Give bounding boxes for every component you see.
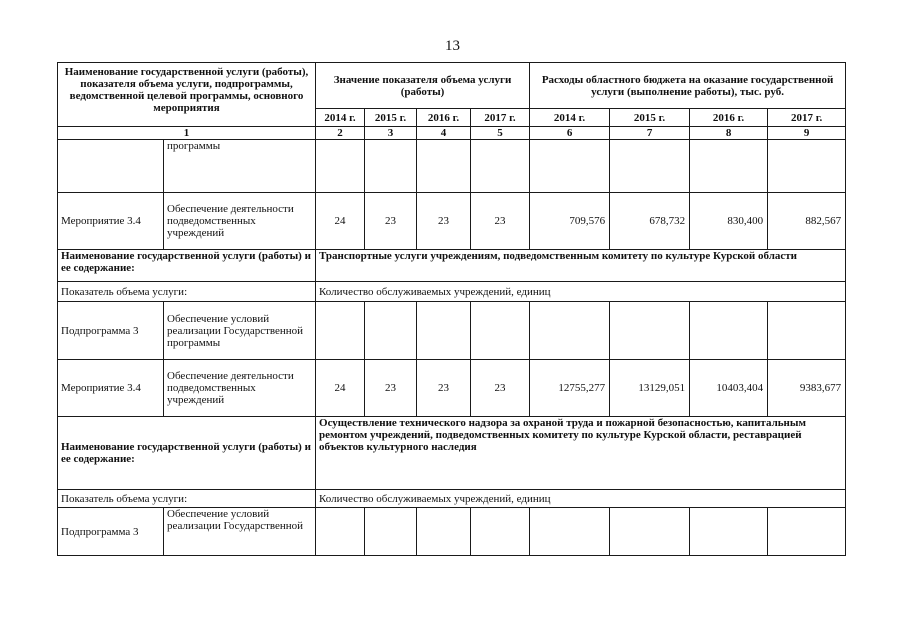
header-year-volume: 2015 г.	[365, 109, 417, 127]
row-name: Подпрограмма 3	[58, 508, 164, 556]
column-number: 9	[768, 127, 846, 140]
table-row	[58, 193, 846, 250]
column-number: 7	[610, 127, 690, 140]
header-expenses-group: Расходы областного бюджета на оказание государственной услуги (выполнение работы), тыс. руб.	[530, 63, 846, 109]
row-name: Мероприятие 3.4	[58, 193, 164, 250]
volume-value: 24	[316, 193, 365, 250]
column-number: 8	[690, 127, 768, 140]
service-row	[58, 417, 846, 490]
row-description: Обеспечение деятельности подведомственных учреждений	[164, 193, 316, 250]
expense-value: 9383,677	[768, 360, 846, 417]
table-row	[58, 360, 846, 417]
expense-value: 12755,277	[530, 360, 610, 417]
expense-value: 678,732	[610, 193, 690, 250]
expense-value: 709,576	[530, 193, 610, 250]
indicator-row	[58, 490, 846, 508]
expense-value: 13129,051	[610, 360, 690, 417]
column-number: 5	[471, 127, 530, 140]
table-row	[58, 140, 846, 193]
volume-value: 23	[471, 193, 530, 250]
volume-value: 23	[417, 193, 471, 250]
service-value: Осуществление технического надзора за охраной труда и пожарной безопасностью, капитальным ремонтом учреждений, подведомственных комитету по культуре Курской области, реставрацией объектов культурного наследия	[316, 417, 846, 490]
header-year-volume: 2017 г.	[471, 109, 530, 127]
volume-value: 23	[471, 360, 530, 417]
page-number: 13	[445, 38, 460, 54]
budget-table	[57, 62, 846, 556]
indicator-value: Количество обслуживаемых учреждений, единиц	[316, 282, 846, 302]
volume-value: 23	[365, 193, 417, 250]
service-value: Транспортные услуги учреждениям, подведомственным комитету по культуре Курской области	[316, 250, 846, 282]
volume-value: 24	[316, 360, 365, 417]
indicator-label: Показатель объема услуги:	[58, 490, 316, 508]
row-name: Подпрограмма 3	[58, 302, 164, 360]
column-number: 1	[58, 127, 316, 140]
header-year-expenses: 2016 г.	[690, 109, 768, 127]
row-description: Обеспечение деятельности подведомственных учреждений	[164, 360, 316, 417]
header-year-expenses: 2014 г.	[530, 109, 610, 127]
header-year-expenses: 2015 г.	[610, 109, 690, 127]
volume-value: 23	[417, 360, 471, 417]
service-label: Наименование государственной услуги (работы) и ее содержание:	[58, 417, 316, 490]
row-description: Обеспечение условий реализации Государственной	[164, 508, 316, 556]
indicator-value: Количество обслуживаемых учреждений, единиц	[316, 490, 846, 508]
column-number: 4	[417, 127, 471, 140]
expense-value: 882,567	[768, 193, 846, 250]
row-description: Обеспечение условий реализации Государственной программы	[164, 302, 316, 360]
table-row	[58, 508, 846, 556]
indicator-row	[58, 282, 846, 302]
table-row	[58, 302, 846, 360]
expense-value: 10403,404	[690, 360, 768, 417]
column-number: 3	[365, 127, 417, 140]
indicator-label: Показатель объема услуги:	[58, 282, 316, 302]
column-number: 6	[530, 127, 610, 140]
header-year-expenses: 2017 г.	[768, 109, 846, 127]
row-name: Мероприятие 3.4	[58, 360, 164, 417]
header-name-column: Наименование государственной услуги (работы), показателя объема услуги, подпрограммы, ведомственной целевой программы, основного мероприятия	[58, 63, 316, 127]
service-label: Наименование государственной услуги (работы) и ее содержание:	[58, 250, 316, 282]
column-number: 2	[316, 127, 365, 140]
row-description: программы	[164, 140, 316, 193]
expense-value: 830,400	[690, 193, 768, 250]
row-name-cell	[58, 140, 164, 193]
header-year-volume: 2014 г.	[316, 109, 365, 127]
volume-value: 23	[365, 360, 417, 417]
header-volume-group: Значение показателя объема услуги (работы)	[316, 63, 530, 109]
header-year-volume: 2016 г.	[417, 109, 471, 127]
service-row	[58, 250, 846, 282]
